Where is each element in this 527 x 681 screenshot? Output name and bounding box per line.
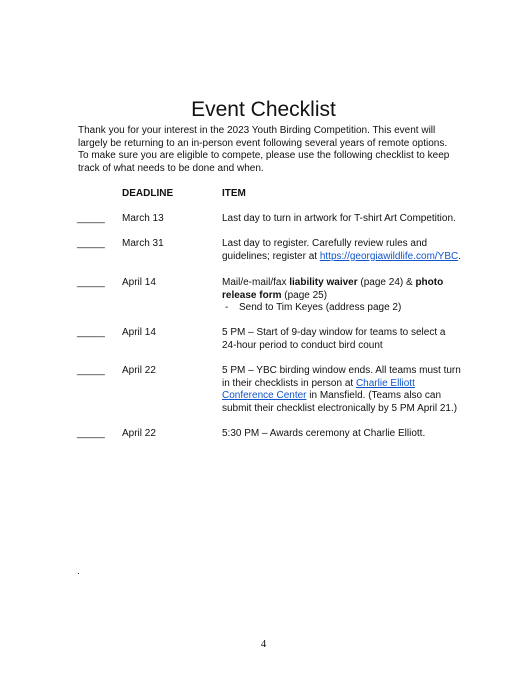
page-number: 4	[260, 638, 267, 650]
row-item-text: Mail/e-mail/fax	[222, 277, 290, 288]
row-item	[222, 238, 462, 263]
checkbox-blank[interactable]: _____	[77, 327, 105, 338]
intro-paragraph: Thank you for your interest in the 2023 Youth Birding Competition. This event will largely be returning to an in-person event following several years of remote options. To make sure you are eligible to compete, please use the following checklist to keep track of what needs to be done and when.	[78, 125, 450, 174]
row-deadline: April 14	[122, 327, 156, 338]
checkbox-blank[interactable]: _____	[77, 238, 105, 249]
row-deadline: April 22	[122, 365, 156, 376]
row-item-text-end: in Mansfield. (Teams also can submit their checklist electronically by 5 PM April 21.)	[222, 390, 458, 414]
stray-mark: .	[77, 566, 80, 577]
dash-bullet: -	[225, 302, 229, 314]
checkbox-blank[interactable]: _____	[77, 277, 105, 288]
register-link[interactable]: https://georgiawildlife.com/YBC	[319, 250, 459, 262]
photo-release-label: photo release form	[222, 277, 444, 301]
deadline-header: DEADLINE	[122, 188, 174, 199]
row-item	[222, 365, 462, 415]
row-item: Last day to turn in artwork for T-shirt Art Competition.	[222, 213, 456, 224]
checkbox-blank[interactable]: _____	[77, 213, 105, 224]
checkbox-blank[interactable]: _____	[77, 428, 105, 439]
row-deadline: April 22	[122, 428, 156, 439]
conference-center-link[interactable]: Charlie Elliott Conference Center	[222, 377, 415, 402]
row-item-text: (page 25)	[281, 289, 328, 301]
row-item-text: Last day to register. Carefully review rules and guidelines; register at	[222, 238, 428, 262]
row-item: 5:30 PM – Awards ceremony at Charlie Elliott.	[222, 428, 426, 439]
sub-bullet-text: Send to Tim Keyes (address page 2)	[239, 302, 402, 314]
page-title: Event Checklist	[191, 98, 336, 122]
sub-bullet	[222, 302, 462, 315]
row-deadline: March 13	[122, 213, 164, 224]
row-item	[222, 277, 462, 315]
row-item-text-end: .	[458, 250, 462, 262]
checkbox-blank[interactable]: _____	[77, 365, 105, 376]
item-header: ITEM	[222, 188, 246, 199]
row-item-text: 5 PM – YBC birding window ends. All teams must turn in their checklists in person at	[222, 365, 461, 389]
row-deadline: March 31	[122, 238, 164, 249]
row-item: 5 PM – Start of 9-day window for teams to select a 24-hour period to conduct bird count	[222, 327, 446, 351]
row-item-text: (page 24) &	[357, 277, 416, 288]
row-deadline: April 14	[122, 277, 156, 288]
liability-waiver-label: liability waiver	[289, 277, 358, 288]
